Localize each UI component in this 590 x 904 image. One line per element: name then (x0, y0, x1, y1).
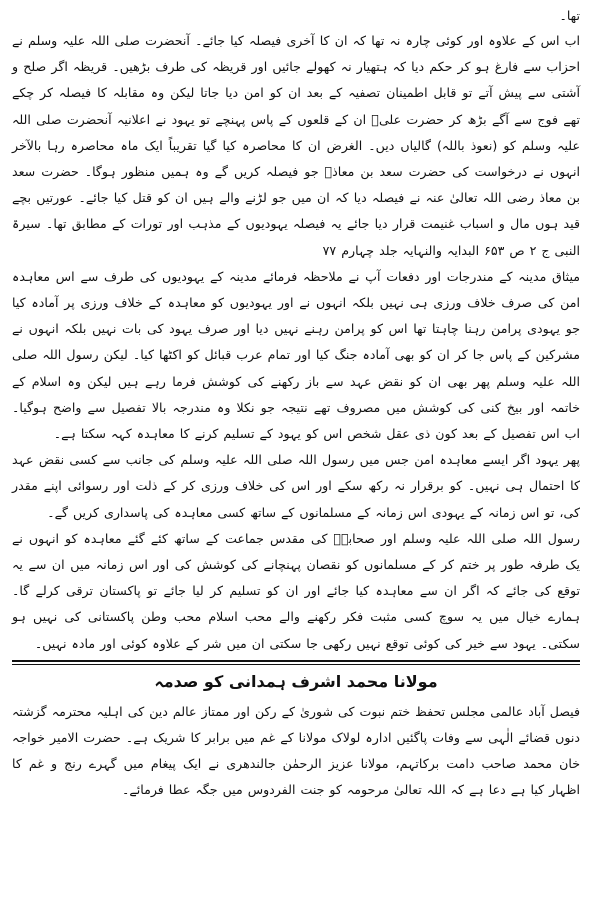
paragraph-mithaq-madina: میثاق مدینہ کے مندرجات اور دفعات آپ نے ملاحظہ فرمائے مدینہ کے یہودیوں کی طرف سے اس معاہدہ امن کی صرف خلاف ورزی ہی نہیں بلکہ انہوں نے اور یہودیوں کو معاہدہ کے خلاف ورزی پر آمادہ کیا جو یہودی پرامن رہنا چاہتا تھا اس کو پرامن رہنے نہیں دیا اور صرف یہود کی بات نہیں بلکہ انہوں نے مشرکین کے پاس جا کر ان کو بھی آمادہ جنگ کیا اور تمام عرب قبائل کو اکٹھا کیا۔ لیکن رسول اللہ صلی اللہ علیہ وسلم پھر بھی ان کو نقض عہد سے باز رکھنے کی کوشش فرما رہے ہیں لیکن وہ اسلام کے خاتمہ اور بیخ کنی کی کوشش میں مصروف تھے نتیجہ جو نکلا وہ مندرجہ بالا تفصیل سے واضح ہوگیا۔ اب اس تفصیل کے بعد کون ذی عقل شخص اس کو یہود کے تسلیم کرنے کا معاہدہ کہہ سکتا ہے۔ (12, 268, 580, 442)
continuation-line: تھا۔ (559, 8, 580, 23)
section-heading: مولانا محمد اشرف ہمدانی کو صدمہ (154, 671, 438, 691)
paragraph-condolence: فیصل آباد عالمی مجلس تحفظ ختم نبوت کی شوریٰ کے رکن اور ممتاز عالم دین کی اہلیہ محترمہ گزشتہ دنوں قضائے الٰہی سے وفات پاگئیں ادارہ لولاک مولانا کے غم میں برابر کا شریک ہے۔ حضرت الامیر خواجہ خان محمد صاحب دامت برکاتہم، مولانا عزیز الرحمٰن جالندھری نے ایک پیغام میں گہرے رنج و غم کا اظہار کیا ہے دعا ہے کہ اللہ تعالیٰ مرحومہ کو جنت الفردوس میں جگہ عطا فرمائے۔ (12, 703, 580, 798)
section-divider (12, 660, 580, 665)
paragraph-conclusion: رسول اللہ صلی اللہ علیہ وسلم اور صحابہؓ کی مقدس جماعت کے ساتھ کئے گئے معاہدہ کو انہوں نے یک طرفہ طور پر ختم کر کے مسلمانوں کو نقصان پہنچانے کی کوشش کی اور اس زمانہ میں ان سے یہ توقع کی جائے کہ اگر ان سے معاہدہ کیا جائے اور ان کو تسلیم کر لیا جائے تو پاکستان ترقی کرلے گا۔ ہمارے خیال میں یہ سوچ کسی مثبت فکر رکھنے والے محب اسلام محب وطن پاکستانی کی نہیں ہو سکتی۔ یہود سے خیر کی کوئی توقع نہیں رکھی جا سکتی ان میں شر کے علاوہ کوئی اور مادہ نہیں۔ (12, 530, 580, 651)
paragraph-banu-qurayza: اب اس کے علاوہ اور کوئی چارہ نہ تھا کہ ان کا آخری فیصلہ کیا جائے۔ آنحضرت صلی اللہ علیہ وسلم نے احزاب سے فارغ ہو کر حکم دیا کہ ہتھیار نہ کھولے جائیں اور قریظہ کی طرف بڑھیں۔ قریظہ اگر صلح و آشتی سے پیش آتے تو قابل اطمینان تصفیہ کے بعد ان کو امن دیا جاتا لیکن وہ مقابلہ کا فیصلہ کر چکے تھے فوج سے آگے بڑھ کر حضرت علیؓ ان کے قلعوں کے پاس پہنچے تو یہود نے اعلانیہ آنحضرت صلی اللہ علیہ وسلم کو (نعوذ باللہ) گالیاں دیں۔ الغرض ان کا محاصرہ کیا گیا تقریباً ایک ماہ محاصرہ رہا بالآخر انہوں نے درخواست کی حضرت سعد بن معاذؓ جو فیصلہ کریں گے وہ ہمیں منظور ہوگا۔ حضرت سعد بن معاذ رضی اللہ تعالیٰ عنہ نے فیصلہ دیا کہ ان میں جو لڑنے والے ہیں ان کو قتل کیا جائے۔ عورتیں بچے قید ہوں مال و اسباب غنیمت قرار دیا جائے یہ فیصلہ یہودیوں کے مذہب اور تورات کے مطابق تھا۔ سیرۃ النبی ج ۲ ص ۶۵۳ البدایہ والنہایہ جلد چہارم ۷۷ (12, 33, 580, 258)
paragraph-peace-treaty: پھر یہود اگر ایسے معاہدہ امن جس میں رسول اللہ صلی اللہ علیہ وسلم کی جانب سے کسی نقض عہد کا احتمال ہی نہیں۔ کو برقرار نہ رکھ سکے اور اس کی خلاف ورزی کر کے ذلت اور رسوائی اپنے مقدر کی، تو اس زمانہ کے یہودی اس زمانہ کے مسلمانوں کے ساتھ کسی معاہدہ کی پاسداری کریں گے۔ (12, 452, 580, 520)
